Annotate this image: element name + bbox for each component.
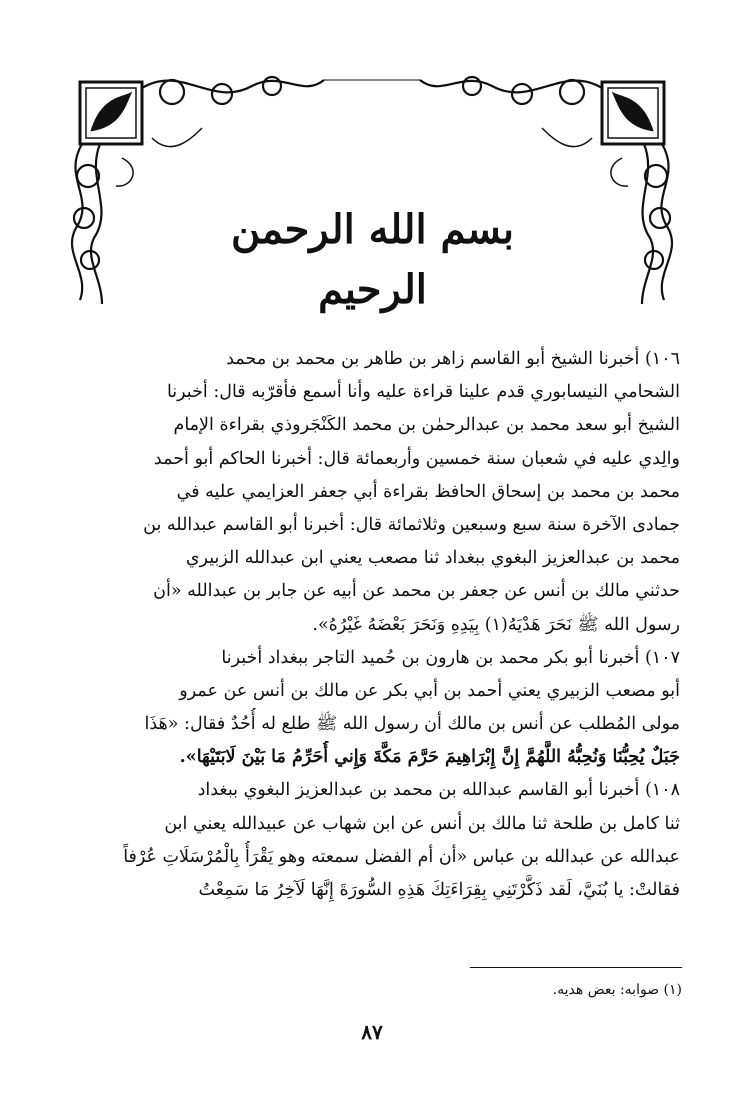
text-line: أبو مصعب الزبيري يعني أحمد بن أبي بكر عن مالك بن أنس عن عمرو [179, 680, 680, 701]
text-line: الشحامي النيسابوري قدم علينا قراءة عليه وأنا أسمع فأقرّبه قال: أخبرنا [166, 382, 680, 403]
text-line: مولى المُطلب عن أنس بن مالك أن رسول الله ﷺ طلع له أُحُدٌ فقال: «هَذَا [144, 714, 680, 735]
text-line: ثنا كامل بن طلحة ثنا مالك بن أنس عن ابن شهاب عن عبيدالله يعني ابن [164, 813, 680, 834]
footnote: (١) صوابه: بعض هديه. [552, 982, 682, 998]
footnote-divider [470, 967, 682, 968]
text-line: جمادى الآخرة سنة سبع وسبعين وثلاثمائة قال: أخبرنا أبو القاسم عبدالله بن [143, 514, 680, 535]
text-line: رسول الله ﷺ نَحَرَ هَدْيَهُ(١) بِيَدِهِ وَنَحَرَ بَعْضَهُ غَيْرُهُ». [312, 614, 680, 635]
text-line: ١٠٨) أخبرنا أبو القاسم عبدالله بن محمد بن عبدالعزيز البغوي ببغداد [197, 780, 680, 801]
page-number: ٨٧ [361, 1020, 383, 1044]
main-text [63, 343, 680, 907]
text-line: فقالتْ: يا بُنَيَّ، لَقد ذَكَّرْتَنِي بِقِرَاءَتِكَ هَذِهِ السُّورَةَ إِنَّهَا لَآخِرُ مَا سَمِعْتُ [198, 880, 680, 900]
text-line: عبدالله عن عبدالله بن عباس «أن أم الفضل سمعته وهو يَقْرَأُ بِالْمُرْسَلَاتِ عُرْفاً [123, 846, 680, 867]
text-line-hadith-bold: جَبَلٌ يُحِبُّنَا وَنُحِبُّهُ اللَّهُمَّ إِنَّ إِبْرَاهِيمَ حَرَّمَ مَكَّةَ وَإِني أُحَرِّمُ مَا بَيْنَ لَابَتَيْهَا». [179, 747, 680, 768]
text-line: ١٠٦) أخبرنا الشيخ أبو القاسم زاهر بن طاهر بن محمد بن محمد [226, 349, 680, 369]
text-line: حدثني مالك بن أنس عن جعفر بن محمد عن أبيه عن جابر بن عبدالله «أن [153, 581, 680, 602]
text-line: ١٠٧) أخبرنا أبو بكر محمد بن هارون بن حُميد التاجر ببغداد أخبرنا [221, 647, 680, 668]
text-line: والِدي عليه في شعبان سنة خمسين وأربعمائة قال: أخبرنا الحاكم أبو أحمد [153, 448, 680, 469]
text-line: محمد بن محمد بن إسحاق الحافظ بقراءة أبي جعفر العزايمي عليه في [176, 481, 680, 502]
text-line: محمد بن عبدالعزيز البغوي ببغداد ثنا مصعب يعني ابن عبدالله الزبيري [185, 548, 680, 569]
basmala-calligraphy: بسم الله الرحمن الرحيم [231, 206, 514, 313]
text-line: الشيخ أبو سعد محمد بن عبدالرحمٰن بن محمد الكَنْجَروذي بقراءة الإمام [173, 415, 680, 436]
